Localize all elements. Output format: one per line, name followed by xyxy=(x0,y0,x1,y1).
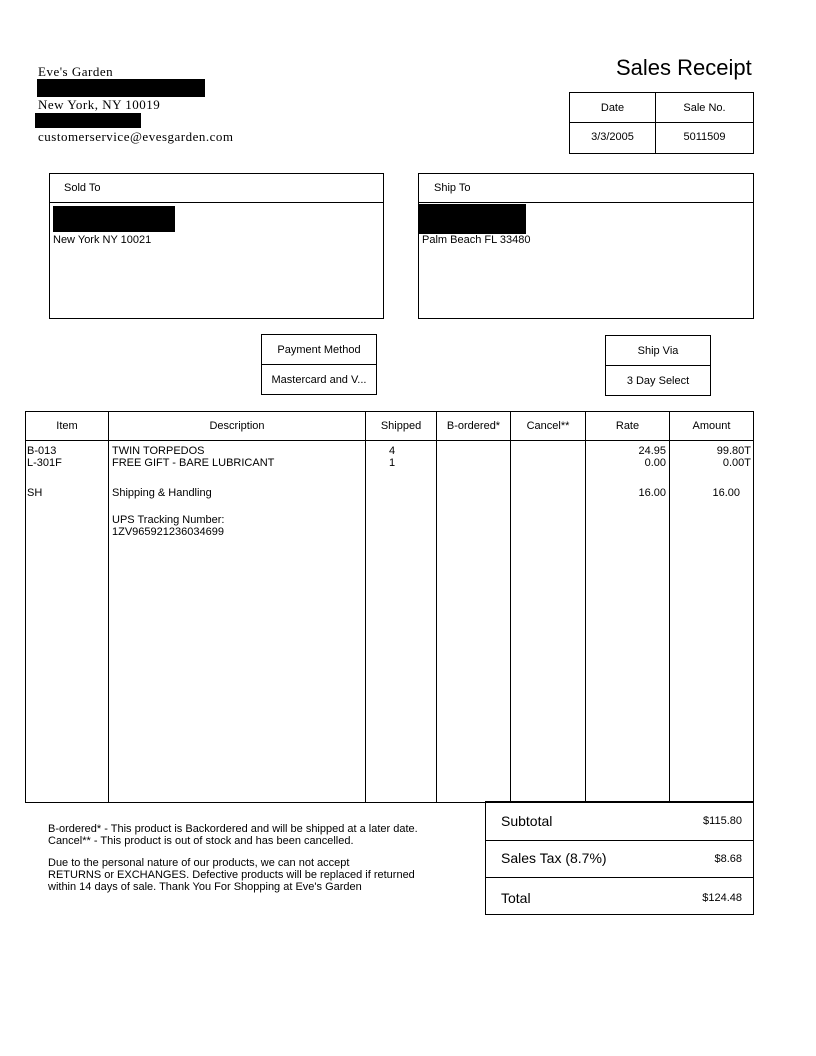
total-label: Total xyxy=(501,890,531,906)
total-value: $124.48 xyxy=(702,892,742,904)
date-label: Date xyxy=(600,102,625,114)
company-email: customerservice@evesgarden.com xyxy=(38,129,234,144)
company-name: Eve's Garden xyxy=(38,64,114,79)
redacted-phone xyxy=(35,113,141,128)
col-cancel-header: Cancel** xyxy=(526,420,570,432)
col-rate-header: Rate xyxy=(615,420,640,432)
ship-via-value: 3 Day Select xyxy=(626,375,690,387)
subtotal-value: $115.80 xyxy=(703,815,742,827)
table-row-rate: 24.95 xyxy=(638,445,666,457)
redacted-sold-to-name xyxy=(53,206,175,232)
note-returns-1: Due to the personal nature of our products, we can not accept xyxy=(48,857,350,869)
payment-method-box xyxy=(261,334,377,395)
table-row-item: B-013 xyxy=(27,445,57,457)
sold-to-label: Sold To xyxy=(64,182,101,194)
sales-tax-value: $8.68 xyxy=(714,853,742,865)
redacted-address xyxy=(37,79,205,97)
tracking-number: 1ZV965921236034699 xyxy=(112,526,224,538)
table-row-amount: 16.00 xyxy=(712,487,740,499)
note-returns-3: within 14 days of sale. Thank You For Shopping at Eve's Garden xyxy=(48,881,362,893)
col-item-header: Item xyxy=(56,420,78,432)
note-returns-2: RETURNS or EXCHANGES. Defective products will be replaced if returned xyxy=(48,869,415,881)
tracking-label: UPS Tracking Number: xyxy=(112,514,225,526)
payment-method-value: Mastercard and V... xyxy=(271,374,367,386)
col-description-header: Description xyxy=(209,420,265,432)
table-row-description: TWIN TORPEDOS xyxy=(112,445,205,457)
items-table xyxy=(25,411,754,803)
sales-tax-label: Sales Tax (8.7%) xyxy=(501,850,607,866)
date-sale-box xyxy=(569,92,754,154)
table-row-description: FREE GIFT - BARE LUBRICANT xyxy=(112,457,275,469)
sold-to-box xyxy=(49,173,384,319)
col-shipped-header: Shipped xyxy=(380,420,422,432)
col-bordered-header: B-ordered* xyxy=(446,420,501,432)
ship-via-box xyxy=(605,335,711,396)
table-row-description: Shipping & Handling xyxy=(112,487,212,499)
date-value: 3/3/2005 xyxy=(591,131,634,143)
company-city: New York, NY 10019 xyxy=(38,97,161,112)
document-title: Sales Receipt xyxy=(616,55,752,80)
ship-to-box xyxy=(418,173,754,319)
note-cancelled: Cancel** - This product is out of stock and has been cancelled. xyxy=(48,835,354,847)
table-row-amount: 0.00T xyxy=(722,457,751,469)
payment-method-label: Payment Method xyxy=(277,344,361,356)
ship-via-label: Ship Via xyxy=(637,345,679,357)
col-amount-header: Amount xyxy=(692,420,731,432)
sold-to-city: New York NY 10021 xyxy=(53,234,152,246)
note-backordered: B-ordered* - This product is Backordered and will be shipped at a later date. xyxy=(48,823,418,835)
table-row-rate: 0.00 xyxy=(644,457,666,469)
table-row-rate: 16.00 xyxy=(638,487,666,499)
totals-box xyxy=(485,801,754,915)
table-row-shipped: 4 xyxy=(389,445,396,457)
table-row-shipped: 1 xyxy=(389,457,396,469)
table-row-item: L-301F xyxy=(27,457,62,469)
ship-to-label: Ship To xyxy=(434,182,471,194)
subtotal-label: Subtotal xyxy=(501,813,553,829)
ship-to-city: Palm Beach FL 33480 xyxy=(422,234,531,246)
table-row-amount: 99.80T xyxy=(716,445,751,457)
sale-no-label: Sale No. xyxy=(683,102,726,114)
footer-notes xyxy=(48,823,418,893)
table-row-item: SH xyxy=(27,487,43,499)
redacted-ship-to-name xyxy=(419,204,526,234)
sale-no-value: 5011509 xyxy=(683,131,726,143)
